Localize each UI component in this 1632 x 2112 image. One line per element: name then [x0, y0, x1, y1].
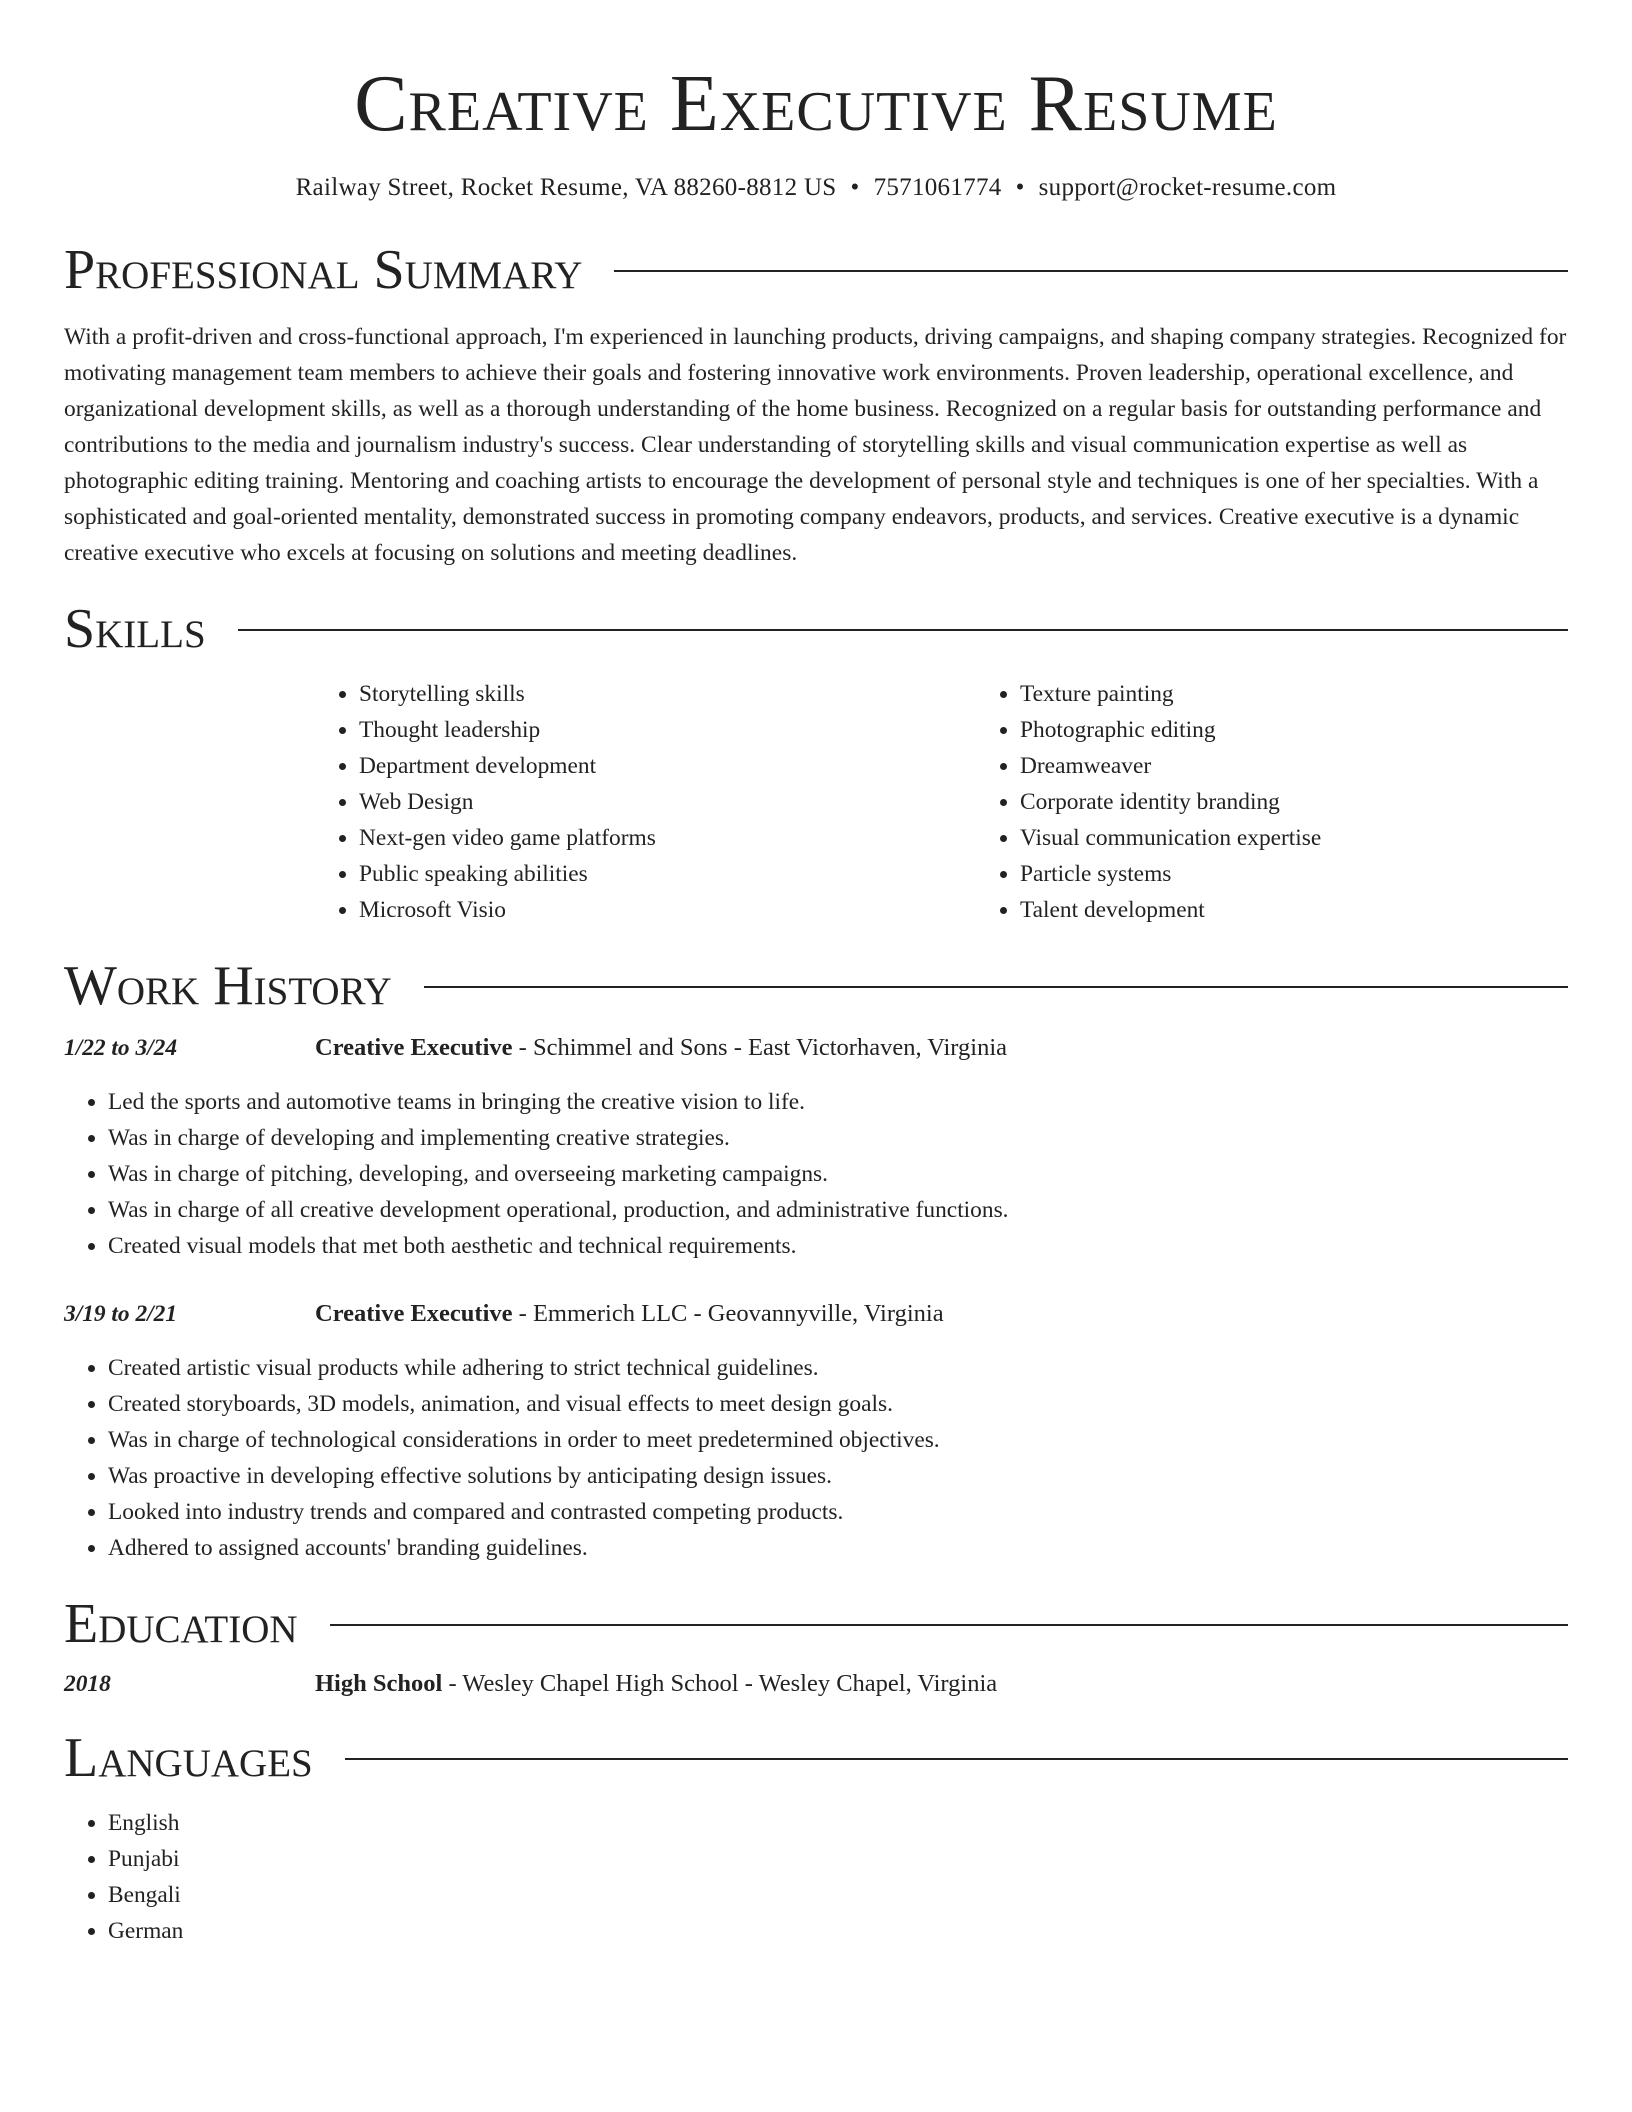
work-heading: Work History: [64, 955, 392, 1017]
skill-item: • Visual communication expertise: [1020, 820, 1632, 856]
job-bullets: [64, 1350, 1568, 1566]
contact-separator: •: [1015, 174, 1025, 201]
education-heading: Education: [64, 1593, 298, 1655]
section-divider: [238, 629, 1568, 631]
job-bullet: • Was in charge of technological considerations in order to meet predetermined objectives.: [108, 1422, 1568, 1458]
skill-item: • Storytelling skills: [359, 676, 976, 712]
job-bullet: • Adhered to assigned accounts' branding guidelines.: [108, 1530, 1568, 1566]
job-bullets: [64, 1084, 1568, 1264]
language-item: • German: [108, 1913, 1568, 1949]
section-divider: [614, 270, 1568, 272]
language-item: • Bengali: [108, 1877, 1568, 1913]
job-entry-header: [64, 1296, 1568, 1332]
skill-item: • Web Design: [359, 784, 976, 820]
skill-item: • Next-gen video game platforms: [359, 820, 976, 856]
education-degree: High School: [315, 1670, 443, 1697]
skill-item: • Texture painting: [1020, 676, 1632, 712]
job-employer: - Emmerich LLC - Geovannyville, Virginia: [512, 1300, 944, 1327]
education-section-heading: [64, 1594, 1568, 1654]
job-title: Creative Executive: [315, 1300, 513, 1327]
skill-item: • Public speaking abilities: [359, 856, 976, 892]
language-item: • English: [108, 1805, 1568, 1841]
section-divider: [345, 1758, 1568, 1760]
languages-list: [64, 1805, 1568, 1949]
section-divider: [330, 1624, 1568, 1626]
job-bullet: • Was in charge of all creative development operational, production, and administrative functions.: [108, 1192, 1568, 1228]
contact-address: Railway Street, Rocket Resume, VA 88260-8812 US: [295, 174, 837, 201]
job-bullet: • Was in charge of pitching, developing, and overseeing marketing campaigns.: [108, 1156, 1568, 1192]
job-bullet: • Created artistic visual products while adhering to strict technical guidelines.: [108, 1350, 1568, 1386]
job-bullet: • Was proactive in developing effective solutions by anticipating design issues.: [108, 1458, 1568, 1494]
resume-title: Creative Executive Resume: [354, 60, 1278, 148]
summary-section-heading: [64, 240, 1568, 300]
skills-list-right: [976, 676, 1632, 928]
skill-item: • Corporate identity branding: [1020, 784, 1632, 820]
education-school: - Wesley Chapel High School - Wesley Chapel, Virginia: [442, 1670, 998, 1697]
education-year: 2018: [64, 1671, 111, 1697]
job-title-line: [315, 1296, 944, 1332]
contact-line: [64, 172, 1568, 204]
job-entry-header: [64, 1030, 1568, 1066]
skills-section-heading: [64, 599, 1568, 659]
job-bullet: • Was in charge of developing and implementing creative strategies.: [108, 1120, 1568, 1156]
skill-item: • Thought leadership: [359, 712, 976, 748]
contact-separator: •: [850, 174, 860, 201]
job-title: Creative Executive: [315, 1034, 513, 1061]
section-divider: [424, 986, 1568, 988]
skill-item: • Talent development: [1020, 892, 1632, 928]
job-dates: 1/22 to 3/24: [64, 1035, 178, 1061]
skill-item: • Microsoft Visio: [359, 892, 976, 928]
job-bullet: • Created storyboards, 3D models, animation, and visual effects to meet design goals.: [108, 1386, 1568, 1422]
skill-item: • Photographic editing: [1020, 712, 1632, 748]
skills-grid: [315, 676, 1568, 928]
contact-email: support@rocket-resume.com: [1038, 174, 1337, 201]
summary-heading: Professional Summary: [64, 239, 583, 301]
contact-phone: 7571061774: [873, 174, 1002, 201]
job-dates: 3/19 to 2/21: [64, 1301, 178, 1327]
skill-item: • Department development: [359, 748, 976, 784]
languages-section-heading: [64, 1728, 1568, 1788]
job-bullet: • Led the sports and automotive teams in bringing the creative vision to life.: [108, 1084, 1568, 1120]
skill-item: • Dreamweaver: [1020, 748, 1632, 784]
skills-list-left: [315, 676, 976, 928]
work-section-heading: [64, 956, 1568, 1016]
job-employer: - Schimmel and Sons - East Victorhaven, Virginia: [512, 1034, 1008, 1061]
language-item: • Punjabi: [108, 1841, 1568, 1877]
job-bullet: • Created visual models that met both aesthetic and technical requirements.: [108, 1228, 1568, 1264]
job-bullet: • Looked into industry trends and compared and contrasted competing products.: [108, 1494, 1568, 1530]
summary-text: With a profit-driven and cross-functional approach, I'm experienced in launching products, driving campaigns, and shaping company strategies. Recognized for motivating management team members to achieve their goals and fostering innovative work environments. Proven leadership, operational excellence, and organizational development skills, as well as a thorough understanding of the home business. Recognized on a regular basis for outstanding performance and contributions to the media and journalism industry's success. Clear understanding of storytelling skills and visual communication expertise as well as photographic editing training. Mentoring and coaching artists to encourage the development of personal style and techniques is one of her specialties. With a sophisticated and goal-oriented mentality, demonstrated success in promoting company endeavors, products, and services. Creative executive is a dynamic creative executive who excels at focusing on solutions and meeting deadlines.: [64, 324, 1567, 566]
languages-heading: Languages: [64, 1727, 313, 1789]
skills-heading: Skills: [64, 598, 206, 660]
skill-item: • Particle systems: [1020, 856, 1632, 892]
education-entry: [64, 1666, 1568, 1702]
job-title-line: [315, 1030, 1007, 1066]
education-title-line: [315, 1666, 997, 1702]
